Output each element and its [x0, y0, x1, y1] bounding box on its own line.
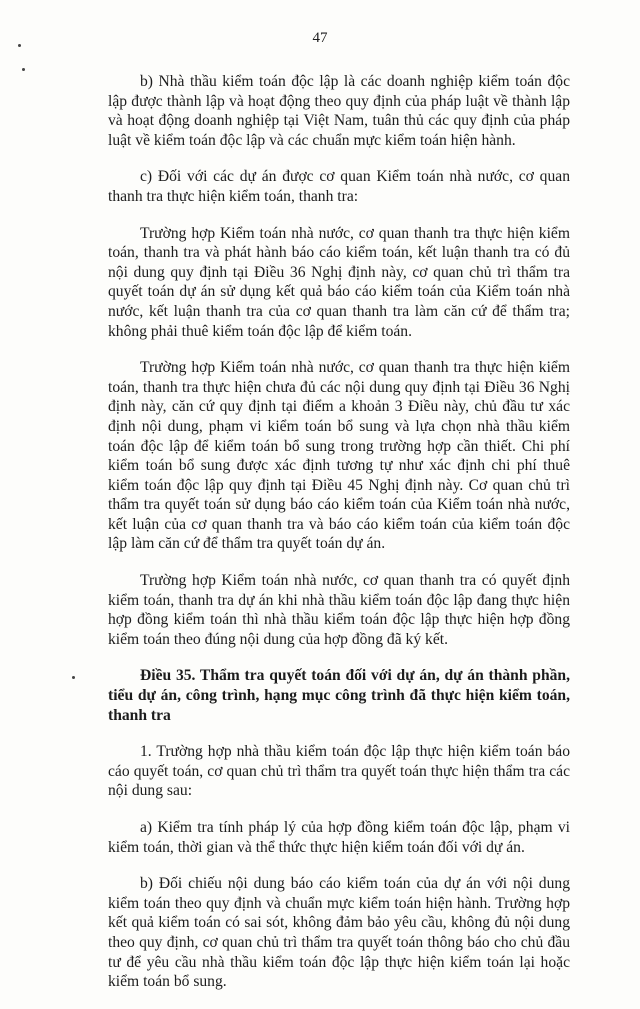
scan-speck — [22, 68, 25, 71]
page-number: 47 — [312, 30, 328, 46]
paragraph: Trường hợp Kiểm toán nhà nước, cơ quan thanh tra thực hiện kiểm toán, thanh tra thực hiện chưa đủ các nội dung quy định tại Điều 36 Nghị định này, căn cứ quy định tại điểm a khoản 3 Điều này, chủ đầu tư xác định nội dung, phạm vi kiểm toán bổ sung và lựa chọn nhà thầu kiểm toán độc lập để kiểm toán bổ sung trong trường hợp cần thiết. Chi phí kiểm toán bổ sung được xác định tương tự như xác định chi phí thuê kiểm toán độc lập quy định tại Điều 45 Nghị định này. Cơ quan chủ trì thẩm tra quyết toán sử dụng báo cáo kiểm toán của Kiểm toán nhà nước, kết luận của cơ quan thanh tra và báo cáo kiểm toán của kiểm toán độc lập làm căn cứ để thẩm tra quyết toán dự án. — [108, 359, 570, 553]
article-heading: Điều 35. Thẩm tra quyết toán đối với dự án, dự án thành phần, tiểu dự án, công trình, hạng mục công trình đã thực hiện kiểm toán, thanh tra — [108, 667, 570, 724]
paragraph: 1. Trường hợp nhà thầu kiểm toán độc lập thực hiện kiểm toán báo cáo quyết toán, cơ quan chủ trì thẩm tra quyết toán thực hiện thẩm tra các nội dung sau: — [108, 743, 570, 800]
paragraph: c) Đối với các dự án được cơ quan Kiểm toán nhà nước, cơ quan thanh tra thực hiện kiểm toán, thanh tra: — [108, 168, 570, 205]
paragraph: Trường hợp Kiểm toán nhà nước, cơ quan thanh tra có quyết định kiểm toán, thanh tra dự án khi nhà thầu kiểm toán độc lập đang thực hiện hợp đồng kiểm toán thì nhà thầu kiểm toán độc lập thực hiện hợp đồng kiểm toán theo đúng nội dung của hợp đồng đã ký kết. — [108, 572, 570, 648]
scan-speck — [18, 44, 21, 47]
paragraph: a) Kiểm tra tính pháp lý của hợp đồng kiểm toán độc lập, phạm vi kiểm toán, thời gian và thể thức thực hiện kiểm toán đối với dự án. — [108, 819, 570, 856]
paragraph: Trường hợp Kiểm toán nhà nước, cơ quan thanh tra thực hiện kiểm toán, thanh tra và phát hành báo cáo kiểm toán, kết luận thanh tra có đủ nội dung quy định tại Điều 36 Nghị định này, cơ quan chủ trì thẩm tra quyết toán dự án sử dụng kết quả báo cáo kiểm toán của Kiểm toán nhà nước, kết luận thanh tra của cơ quan thanh tra làm căn cứ để thẩm tra; không phải thuê kiểm toán độc lập để kiểm toán. — [108, 224, 570, 340]
scan-speck — [72, 676, 75, 679]
document-body — [108, 72, 570, 1009]
paragraph: b) Nhà thầu kiểm toán độc lập là các doanh nghiệp kiểm toán độc lập được thành lập và hoạt động theo quy định của pháp luật về thành lập và hoạt động doanh nghiệp tại Việt Nam, tuân thủ các quy định của pháp luật về kiểm toán độc lập và các chuẩn mực kiểm toán hiện hành. — [108, 73, 570, 149]
paragraph: b) Đối chiếu nội dung báo cáo kiểm toán của dự án với nội dung kiểm toán theo quy định và chuẩn mực kiểm toán hiện hành. Trường hợp kết quả kiểm toán có sai sót, không đảm bảo yêu cầu, không đủ nội dung theo quy định, cơ quan chủ trì thẩm tra quyết toán thông báo cho chủ đầu tư để yêu cầu nhà thầu kiểm toán độc lập thực hiện kiểm toán lại hoặc kiểm toán bổ sung. — [108, 875, 570, 991]
